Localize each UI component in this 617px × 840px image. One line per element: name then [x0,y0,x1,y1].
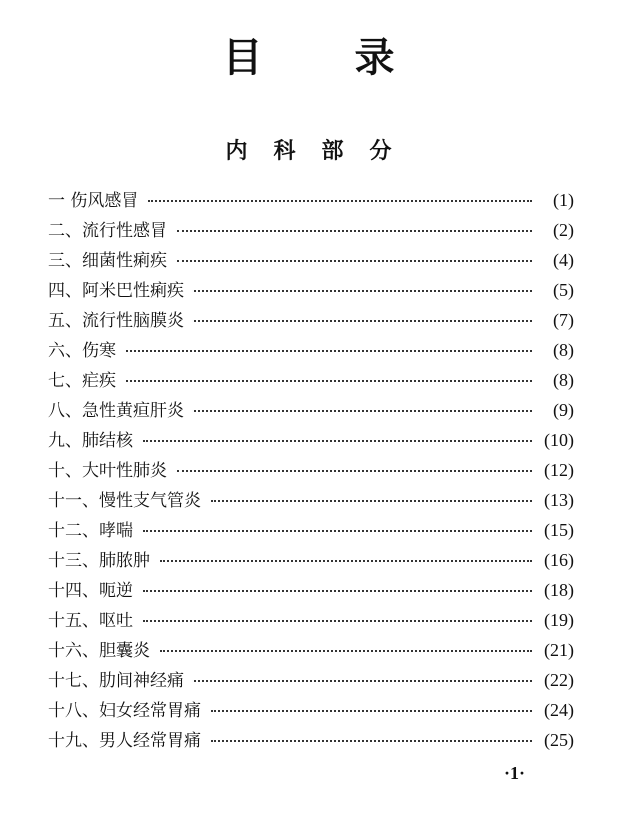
dot-leader [143,620,532,622]
toc-entry-label: 五、流行性脑膜炎 [48,311,184,331]
toc-entry [48,305,574,335]
toc-entry-label: 二、流行性感冒 [48,221,167,241]
toc-entry-page: (9) [553,400,574,420]
toc-entry [48,275,574,305]
toc-entry-page: (15) [544,520,574,540]
dot-leader [143,590,532,592]
toc-entry-label: 四、阿米巴性痢疾 [48,281,184,301]
toc-entry-page: (12) [544,460,574,480]
toc-entry [48,395,574,425]
table-of-contents [48,185,574,755]
toc-entry-page: (4) [553,250,574,270]
toc-entry-label: 八、急性黄疸肝炎 [48,401,184,421]
dot-leader [177,470,532,472]
toc-entry [48,605,574,635]
toc-entry [48,335,574,365]
toc-entry-label: 十八、妇女经常胃痛 [48,701,201,721]
dot-leader [177,260,532,262]
toc-entry [48,365,574,395]
toc-entry-page: (1) [553,190,574,210]
toc-entry-page: (2) [553,220,574,240]
toc-entry-label: 十四、呃逆 [48,581,133,601]
section-heading-char: 科 [273,138,296,164]
toc-entry-page: (8) [553,370,574,390]
toc-entry-label: 一 伤风感冒 [48,191,139,211]
title-char-2: 录 [354,34,395,81]
toc-entry [48,665,574,695]
toc-entry-page: (13) [544,490,574,510]
toc-entry-label: 十一、慢性支气管炎 [48,491,201,511]
page-title [0,34,617,81]
section-heading [0,140,617,162]
toc-entry-page: (22) [544,670,574,690]
toc-entry [48,245,574,275]
dot-leader [211,500,532,502]
toc-entry-page: (21) [544,640,574,660]
toc-entry-label: 十、大叶性肺炎 [48,461,167,481]
toc-entry [48,215,574,245]
toc-entry [48,725,574,755]
section-heading-char: 内 [225,138,248,164]
dot-leader [143,440,532,442]
toc-entry-page: (24) [544,700,574,720]
toc-entry-label: 十三、肺脓肿 [48,551,150,571]
dot-leader [160,560,532,562]
toc-entry [48,485,574,515]
dot-leader [148,200,532,202]
toc-entry-page: (8) [553,340,574,360]
toc-entry-page: (18) [544,580,574,600]
toc-entry-label: 十六、胆囊炎 [48,641,150,661]
toc-entry-page: (5) [553,280,574,300]
toc-entry-page: (16) [544,550,574,570]
dot-leader [194,290,532,292]
toc-entry [48,635,574,665]
toc-entry-label: 十二、哮喘 [48,521,133,541]
dot-leader [211,710,532,712]
toc-entry [48,455,574,485]
dot-leader [126,350,532,352]
toc-entry [48,575,574,605]
toc-entry-label: 三、细菌性痢疾 [48,251,167,271]
dot-leader [194,320,532,322]
toc-entry [48,185,574,215]
toc-entry-page: (25) [544,730,574,750]
toc-entry-label: 九、肺结核 [48,431,133,451]
toc-entry [48,515,574,545]
toc-entry-label: 七、疟疾 [48,371,116,391]
dot-leader [177,230,532,232]
dot-leader [211,740,532,742]
dot-leader [194,410,532,412]
toc-entry-page: (7) [553,310,574,330]
title-char-1: 目 [222,34,263,81]
toc-entry-label: 十七、肋间神经痛 [48,671,184,691]
dot-leader [126,380,532,382]
toc-entry-label: 十九、男人经常胃痛 [48,731,201,751]
dot-leader [143,530,532,532]
dot-leader [194,680,532,682]
toc-entry [48,545,574,575]
toc-entry [48,425,574,455]
toc-entry-label: 六、伤寒 [48,341,116,361]
dot-leader [160,650,532,652]
toc-entry-page: (19) [544,610,574,630]
toc-entry-label: 十五、呕吐 [48,611,133,631]
toc-entry [48,695,574,725]
toc-entry-page: (10) [544,430,574,450]
section-heading-char: 分 [369,138,392,164]
page-number: ·1· [504,763,526,783]
section-heading-char: 部 [321,138,344,164]
